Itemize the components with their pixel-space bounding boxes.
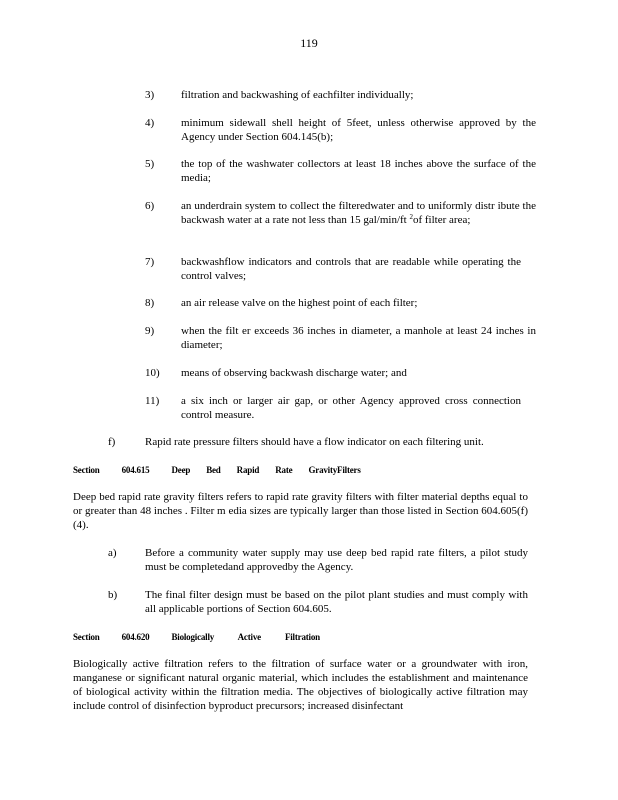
item-text: an air release valve on the highest point of each filter; xyxy=(181,297,418,309)
section-label: Section xyxy=(73,632,100,642)
superscript: 2 xyxy=(409,213,413,221)
item-text: means of observing backwash discharge water; and xyxy=(181,367,407,379)
item-text-part: an underdrain system to collect the filteredwater and to uniformly distr ibute the backwash water at a rate not less than 15 gal/min/ft xyxy=(181,200,536,226)
item-number: 7) xyxy=(145,256,155,268)
item-number: 8) xyxy=(145,297,155,309)
item-text: a six inch or larger air gap, or other Agency approved cross connection control measure. xyxy=(181,395,521,421)
item-number: 4) xyxy=(145,117,155,129)
item-number: 9) xyxy=(145,325,155,337)
item-number: 6) xyxy=(145,200,155,212)
section-heading xyxy=(73,465,383,475)
section-title: Deep Bed Rapid Rate GravityFilters xyxy=(171,465,361,475)
section-heading xyxy=(73,632,342,642)
item-text-part: of filter area; xyxy=(412,214,471,226)
section-number: 604.620 xyxy=(121,632,150,642)
paragraph: Deep bed rapid rate gravity filters refers to rapid rate gravity filters with filter material depths equal to or greater than 48 inches . Filter m edia sizes are typically larger than those listed in Section 604.605(f)(4). xyxy=(73,491,528,531)
section-number: 604.615 xyxy=(121,465,150,475)
item-text: the top of the washwater collectors at least 18 inches above the surface of the media; xyxy=(181,158,536,184)
item-number: 3) xyxy=(145,89,155,101)
item-number: a) xyxy=(108,547,117,559)
paragraph: Biologically active filtration refers to the filtration of surface water or a groundwater with iron, manganese or significant natural organic material, which includes the establishment and maintenance of biological activity within the filtration media. The objectives of biologically active filtration may include control of disinfection byproduct precursors; increased disinfectant xyxy=(73,658,528,712)
item-text: backwashflow indicators and controls that are readable while operating the control valves; xyxy=(181,256,521,282)
item-number: 5) xyxy=(145,158,155,170)
item-text: Rapid rate pressure filters should have a flow indicator on each filtering unit. xyxy=(145,436,484,448)
item-text: minimum sidewall shell height of 5feet, unless otherwise approved by the Agency under Section 604.145(b); xyxy=(181,117,536,143)
item-text xyxy=(181,199,536,227)
item-text: The final filter design must be based on the pilot plant studies and must comply with all applicable portions of Section 604.605. xyxy=(145,589,528,615)
item-text: when the filt er exceeds 36 inches in diameter, a manhole at least 24 inches in diameter; xyxy=(181,325,536,351)
section-label: Section xyxy=(73,465,100,475)
item-number: 10) xyxy=(145,367,160,379)
item-number: f) xyxy=(108,436,116,448)
item-number: 11) xyxy=(145,395,160,407)
page-number: 119 xyxy=(300,36,318,50)
item-text: filtration and backwashing of eachfilter individually; xyxy=(181,89,414,101)
item-number: b) xyxy=(108,589,118,601)
item-text: Before a community water supply may use deep bed rapid rate filters, a pilot study must be completedand approvedby the Agency. xyxy=(145,547,528,573)
section-title: Biologically Active Filtration xyxy=(171,632,320,642)
